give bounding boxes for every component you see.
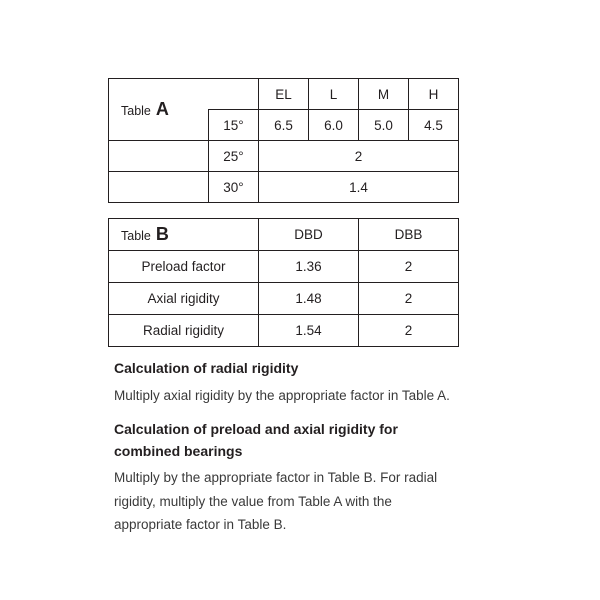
table-b [108,218,459,347]
table-a-angle-25: 25° [209,141,259,172]
table-a-title-letter: A [155,99,169,119]
table-a-angle-15: 15° [209,110,259,141]
table-b-header-dbd: DBD [259,219,359,251]
heading-combined-bearings: Calculation of preload and axial rigidity for combined bearings [114,420,398,459]
table-a-header-l: L [309,79,359,110]
heading-radial-rigidity: Calculation of radial rigidity [114,360,299,376]
table-b-label-radial-rigidity: Radial rigidity [109,315,259,347]
table-a-empty-cell [209,79,259,110]
table-a-cell-30-all: 1.4 [259,172,459,203]
table-b-cell-radial-dbb: 2 [359,315,459,347]
table-b-title-prefix: Table [121,229,151,243]
table-row [109,315,459,347]
table-b-label-preload-factor: Preload factor [109,251,259,283]
table-a-cell-15-h: 4.5 [409,110,459,141]
table-a-spacer-cell-1 [109,141,209,172]
table-b-cell-axial-dbd: 1.48 [259,283,359,315]
table-b-title-cell [109,219,259,251]
table-a-title-cell [109,79,209,141]
table-a-cell-25-all: 2 [259,141,459,172]
table-a-cell-15-l: 6.0 [309,110,359,141]
table-a-cell-15-m: 5.0 [359,110,409,141]
table-b-cell-preload-dbd: 1.36 [259,251,359,283]
table-row [109,251,459,283]
table-a-cell-15-el: 6.5 [259,110,309,141]
table-b-cell-preload-dbb: 2 [359,251,459,283]
table-a-spacer-cell-2 [109,172,209,203]
table-b-header-dbb: DBB [359,219,459,251]
table-a-header-el: EL [259,79,309,110]
table-a-header-h: H [409,79,459,110]
body-text-block [114,358,454,550]
table-a-title-prefix: Table [121,104,151,118]
table-row [109,141,459,172]
table-row [109,172,459,203]
table-b-cell-radial-dbd: 1.54 [259,315,359,347]
table-a [108,78,459,203]
table-a-angle-30: 30° [209,172,259,203]
table-b-label-axial-rigidity: Axial rigidity [109,283,259,315]
table-b-cell-axial-dbb: 2 [359,283,459,315]
table-row [109,79,459,110]
table-row [109,283,459,315]
table-row [109,219,459,251]
table-b-title-letter: B [155,224,169,244]
table-a-header-m: M [359,79,409,110]
paragraph-radial-rigidity: Multiply axial rigidity by the appropriate factor in Table A. [114,387,450,403]
paragraph-combined-bearings: Multiply by the appropriate factor in Table B. For radial rigidity, multiply the value from Table A with the appropriate factor in Table B. [114,470,438,532]
